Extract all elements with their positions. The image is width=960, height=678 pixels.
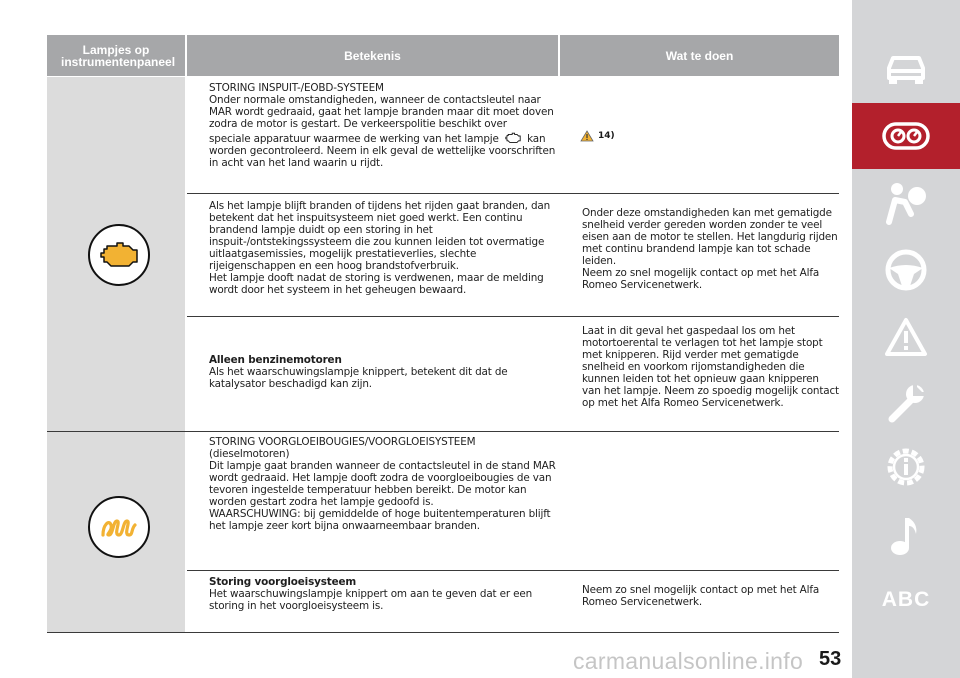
abc-index-label: ABC xyxy=(881,588,931,611)
header-lamp-column xyxy=(47,35,185,76)
table-bottom-rule xyxy=(47,632,839,633)
engine-icon xyxy=(99,240,139,270)
row4-warning: WAARSCHUWING: bij gemiddelde of hoge buitentemperaturen blijft het lampje zeer kort bijna onwaarneembaar branden. xyxy=(209,508,551,532)
row3-action xyxy=(582,325,840,409)
row2-action xyxy=(582,207,840,291)
row5-action-text: Neem zo snel mogelijk contact op met het Alfa Romeo Servicenetwerk. xyxy=(582,584,820,608)
row5-title: Storing voorgloeisysteem xyxy=(209,576,357,588)
glow-plug-icon xyxy=(99,515,139,539)
row1-body2-line xyxy=(209,132,559,145)
car-icon xyxy=(883,52,929,86)
dashboard-gauges-icon xyxy=(882,121,930,151)
warning-triangle-nav-icon xyxy=(884,317,928,357)
row-divider xyxy=(187,193,839,194)
header-lamp-label: Lampjes op instrumentenpaneel xyxy=(61,42,176,69)
wrench-icon xyxy=(884,381,928,425)
header-meaning-column xyxy=(187,35,558,76)
row-divider xyxy=(187,316,839,317)
glow-plug-lamp xyxy=(88,496,150,558)
music-note-icon xyxy=(888,514,924,558)
row2-body: Als het lampje blijft branden of tijdens het rijden gaat branden, dan betekent dat het inspuitsysteem niet goed werkt. Een continu brandend lampje duidt op een storing in het inspuit-/ontstekingssysteem die zou kunnen leiden tot overmatige uitlaatgasemissies, mogelijk prestatieverlies, slechte rijeigenschappen en een hoog brandstofverbruik. xyxy=(209,200,551,272)
engine-warning-lamp xyxy=(88,224,150,286)
steering-wheel-icon xyxy=(884,248,928,292)
sidebar-item-instrument-panel[interactable] xyxy=(852,103,960,169)
header-action-column xyxy=(560,35,839,76)
warning-triangle-icon xyxy=(580,130,594,142)
engine-inline-icon xyxy=(502,132,524,144)
section-divider xyxy=(47,431,839,432)
sidebar-item-index[interactable] xyxy=(852,567,960,633)
row2-body-b: Het lampje dooft nadat de storing is verdwenen, maar de melding wordt door het systeem in het geheugen bewaard. xyxy=(209,272,544,296)
sidebar-item-technical-data[interactable] xyxy=(852,434,960,500)
row4-subtitle: (dieselmotoren) xyxy=(209,448,290,460)
sidebar-item-safety[interactable] xyxy=(852,170,960,236)
row3-body: Als het waarschuwingslampje knippert, betekent dit dat de katalysator beschadigd kan zijn. xyxy=(209,366,508,390)
sidebar-item-emergency[interactable] xyxy=(852,304,960,370)
header-meaning-label: Betekenis xyxy=(344,48,401,63)
row5-meaning xyxy=(209,576,559,612)
page-number: 53 xyxy=(819,648,842,670)
header-action-label: Wat te doen xyxy=(665,48,734,63)
row5-action xyxy=(582,584,840,608)
row5-body: Het waarschuwingslampje knippert om aan te geven dat er een storing in het voorgloeisysteem is. xyxy=(209,588,533,612)
sidebar-item-driving[interactable] xyxy=(852,237,960,303)
row4-meaning xyxy=(209,436,559,532)
row1-body2-post: kan xyxy=(527,133,546,145)
airbag-passenger-icon xyxy=(883,180,929,226)
row1-body1: Onder normale omstandigheden, wanneer de contactsleutel naar MAR wordt gedraaid, gaat het lampje branden maar dit moet doven zodra de motor is gestart. De verkeerspolitie beschikt over xyxy=(209,94,554,130)
row2-action-text-b: Neem zo snel mogelijk contact op met het Alfa Romeo Servicenetwerk. xyxy=(582,267,820,291)
watermark: carmanualsonline.info xyxy=(573,648,804,674)
row3-meaning xyxy=(209,354,559,390)
row4-body: Dit lampje gaat branden wanneer de contactsleutel in de stand MAR wordt gedraaid. Het lampje dooft zodra de voorgloeibougies de van tevoren ingestelde temperatuur hebben bereikt. De motor kan worden gestart zodra het lampje gedoofd is. xyxy=(209,460,556,508)
row4-title: STORING VOORGLOEIBOUGIES/VOORGLOEISYSTEEM xyxy=(209,436,476,448)
row2-action-text: Onder deze omstandigheden kan met gematigde snelheid verder gereden worden zonder te veel eisen aan de motor te stellen. Het langdurig rijden met continu brandend lampje kan tot schade leiden. xyxy=(582,207,838,267)
sidebar-item-maintenance[interactable] xyxy=(852,370,960,436)
row3-title: Alleen benzinemotoren xyxy=(209,354,342,366)
row2-meaning xyxy=(209,200,559,296)
row1-title: STORING INSPUIT-/EOBD-SYSTEEM xyxy=(209,82,384,94)
sidebar-item-multimedia[interactable] xyxy=(852,503,960,569)
row1-body2-pre: speciale apparatuur waarmee de werking van het lampje xyxy=(209,133,499,145)
sidebar-item-vehicle[interactable] xyxy=(852,36,960,102)
row1-warning-ref xyxy=(580,130,615,142)
row3-action-text: Laat in dit geval het gaspedaal los om het motortoerental te verlagen tot het lampje stopt met knipperen. Rijd verder met gematigde snelheid en voorkom rijomstandigheden die kunnen leiden tot het opnieuw gaan knipperen van het lampje. Neem zo spoedig mogelijk contact op met het Alfa Romeo Servicenetwerk. xyxy=(582,325,839,409)
row-divider xyxy=(187,570,839,571)
row1-meaning xyxy=(209,82,559,169)
row1-warning-ref-label: 14) xyxy=(598,131,615,141)
chapter-sidebar xyxy=(852,0,960,678)
info-gear-icon xyxy=(883,444,929,490)
row1-body3: worden gecontroleerd. Neem in elk geval de wettelijke voorschriften in acht van het land waarin u rijdt. xyxy=(209,145,556,169)
